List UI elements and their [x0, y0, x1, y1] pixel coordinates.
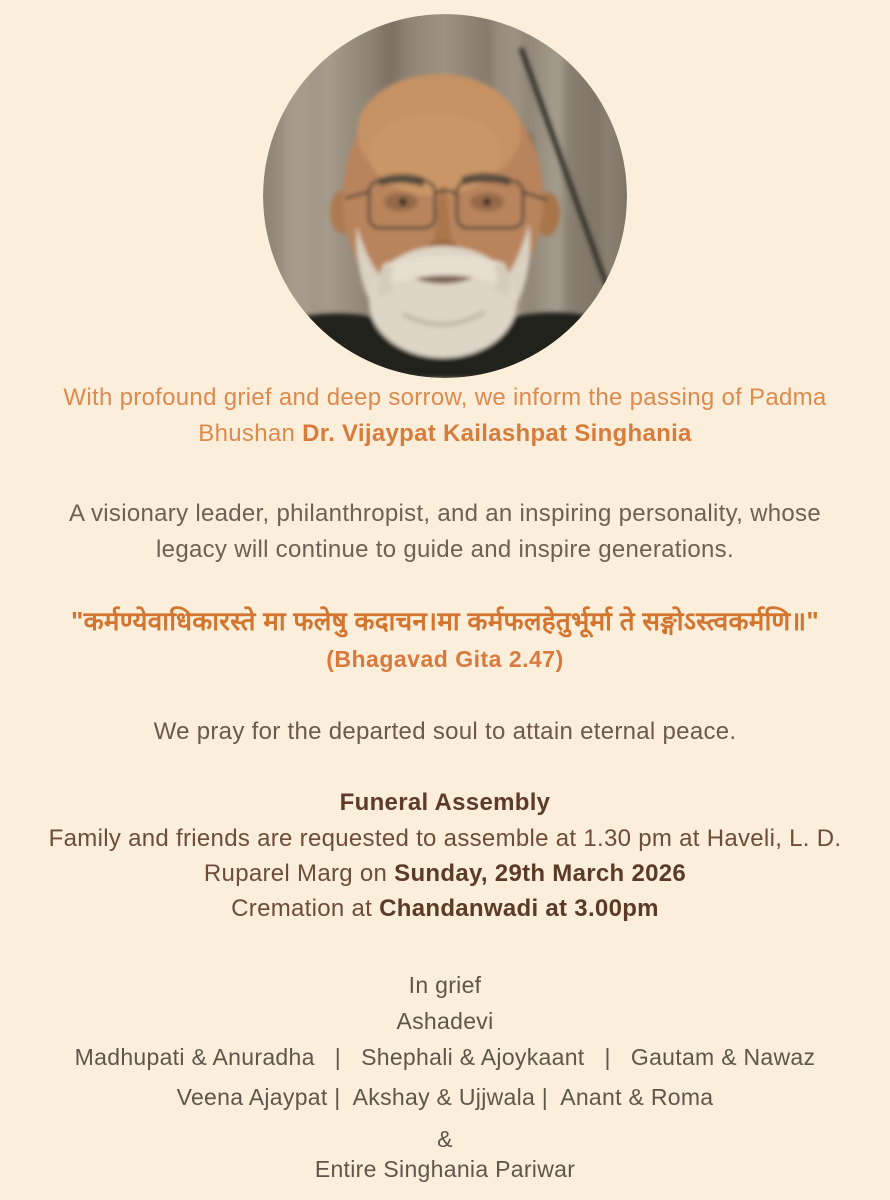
family-names-line2: Veena Ajaypat | Akshay & Ujjwala | Anant & Roma [176, 1084, 714, 1110]
tribute-line1: A visionary leader, philanthropist, and an inspiring personality, whose [69, 500, 821, 527]
sanskrit-shloka: "कर्मण्येवाधिकारस्ते मा फलेषु कदाचन।मा कर्मफलहेतुर्भूर्मा ते सङ्गोऽस्त्वकर्मणि॥" [71, 606, 819, 636]
gita-reference: (Bhagavad Gita 2.47) [326, 646, 564, 672]
announcement-line2 [0, 420, 890, 448]
funeral-line3 [0, 895, 890, 923]
grief-heading: In grief [408, 972, 482, 998]
family-closing: Entire Singhania Pariwar [314, 1156, 576, 1182]
cremation-place-time: Chandanwadi at 3.00pm [379, 895, 659, 922]
prayer-line: We pray for the departed soul to attain eternal peace. [153, 718, 737, 745]
deceased-name: Dr. Vijaypat Kailashpat Singhania [302, 420, 692, 447]
announcement-line1: With profound grief and deep sorrow, we inform the passing of Padma [63, 384, 827, 411]
funeral-line2-prefix: Ruparel Marg on [203, 860, 395, 887]
matriarch-name: Ashadevi [396, 1008, 494, 1034]
tribute-line2: legacy will continue to guide and inspire generations. [156, 536, 734, 563]
funeral-heading: Funeral Assembly [339, 789, 551, 816]
ampersand: & [437, 1126, 453, 1152]
family-names-line1: Madhupati & Anuradha | Shephali & Ajoykaant | Gautam & Nawaz [74, 1044, 816, 1070]
funeral-line1: Family and friends are requested to assemble at 1.30 pm at Haveli, L. D. [48, 825, 842, 852]
funeral-date: Sunday, 29th March 2026 [394, 860, 687, 887]
funeral-line3-prefix: Cremation at [231, 895, 380, 922]
announcement-prefix: Bhushan [198, 420, 303, 447]
portrait-photo [263, 14, 627, 378]
funeral-line2 [0, 860, 890, 888]
portrait-illustration [263, 14, 627, 378]
